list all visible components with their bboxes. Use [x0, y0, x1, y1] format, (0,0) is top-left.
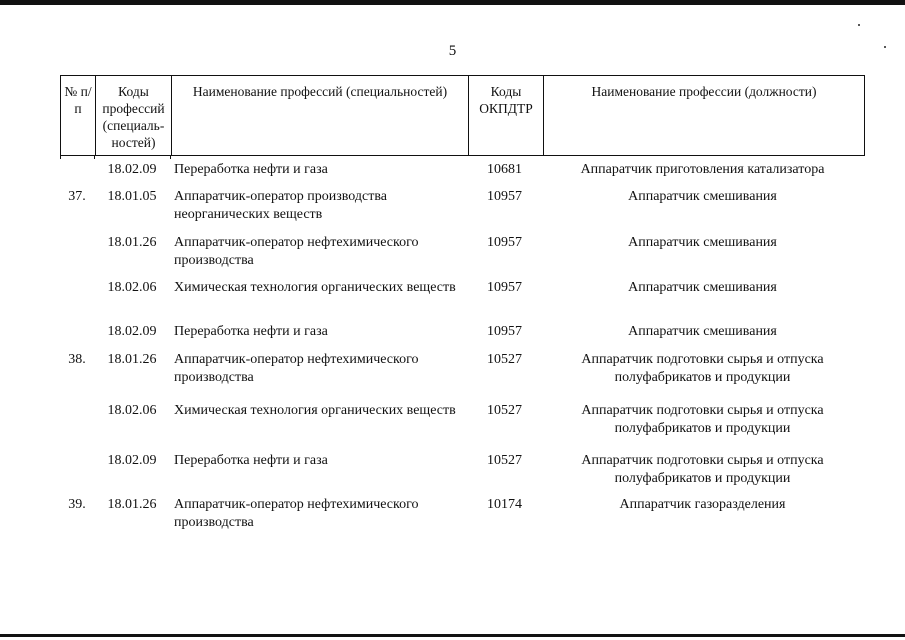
okpdtr-code: 10957 [487, 280, 522, 295]
header-specialty-codes: Коды профессий (специаль-ностей) [95, 76, 171, 155]
scan-speck [858, 24, 860, 26]
position-name: Аппаратчик подготовки сырья и отпуска полуфабрикатов и продукции [581, 403, 824, 436]
specialty-name: Переработка нефти и газа [174, 162, 328, 177]
column-rule [94, 155, 95, 159]
okpdtr-code: 10527 [487, 453, 522, 468]
specialty-name: Аппаратчик-оператор нефтехимического производства [174, 235, 419, 268]
position-name: Аппаратчик приготовления катализатора [580, 162, 825, 177]
specialty-code: 18.01.26 [107, 352, 157, 367]
specialty-name: Химическая технология органических веществ [174, 403, 456, 418]
position-name: Аппаратчик смешивания [628, 189, 777, 204]
okpdtr-code: 10957 [487, 235, 522, 250]
row-number: 37. [68, 189, 86, 204]
specialty-name: Переработка нефти и газа [174, 324, 328, 339]
position-name: Аппаратчик подготовки сырья и отпуска полуфабрикатов и продукции [581, 453, 824, 486]
header-position-name: Наименование профессии (должности) [543, 76, 864, 155]
specialty-code: 18.02.09 [107, 324, 157, 339]
column-rule [60, 155, 61, 159]
header-specialty-name: Наименование профессий (специальностей) [171, 76, 468, 155]
specialty-code: 18.01.26 [107, 235, 157, 250]
position-name: Аппаратчик смешивания [628, 324, 777, 339]
okpdtr-code: 10174 [487, 497, 522, 512]
table-header [60, 75, 865, 156]
specialty-code: 18.02.09 [107, 162, 157, 177]
position-name: Аппаратчик подготовки сырья и отпуска полуфабрикатов и продукции [581, 352, 824, 385]
specialty-name: Переработка нефти и газа [174, 453, 328, 468]
scan-edge-top [0, 0, 905, 5]
specialty-code: 18.02.09 [107, 453, 157, 468]
okpdtr-code: 10681 [487, 162, 522, 177]
position-name: Аппаратчик газоразделения [619, 497, 786, 512]
okpdtr-code: 10527 [487, 352, 522, 367]
row-number: 39. [68, 497, 86, 512]
specialty-code: 18.02.06 [107, 280, 157, 295]
specialty-code: 18.01.05 [107, 189, 157, 204]
specialty-name: Химическая технология органических веществ [174, 280, 456, 295]
scan-edge-bottom [0, 634, 905, 637]
row-number: 38. [68, 352, 86, 367]
specialty-name: Аппаратчик-оператор нефтехимического производства [174, 352, 419, 385]
page-number: 5 [448, 43, 457, 59]
okpdtr-code: 10527 [487, 403, 522, 418]
okpdtr-code: 10957 [487, 324, 522, 339]
specialty-name: Аппаратчик-оператор производства неорганических веществ [174, 189, 387, 222]
header-okpdtr-code: Коды ОКПДТР [468, 76, 543, 155]
specialty-code: 18.02.06 [107, 403, 157, 418]
header-number: № п/п [64, 84, 92, 116]
specialty-name: Аппаратчик-оператор нефтехимического производства [174, 497, 419, 530]
position-name: Аппаратчик смешивания [628, 280, 777, 295]
specialty-code: 18.01.26 [107, 497, 157, 512]
okpdtr-code: 10957 [487, 189, 522, 204]
column-rule [170, 155, 171, 159]
position-name: Аппаратчик смешивания [628, 235, 777, 250]
